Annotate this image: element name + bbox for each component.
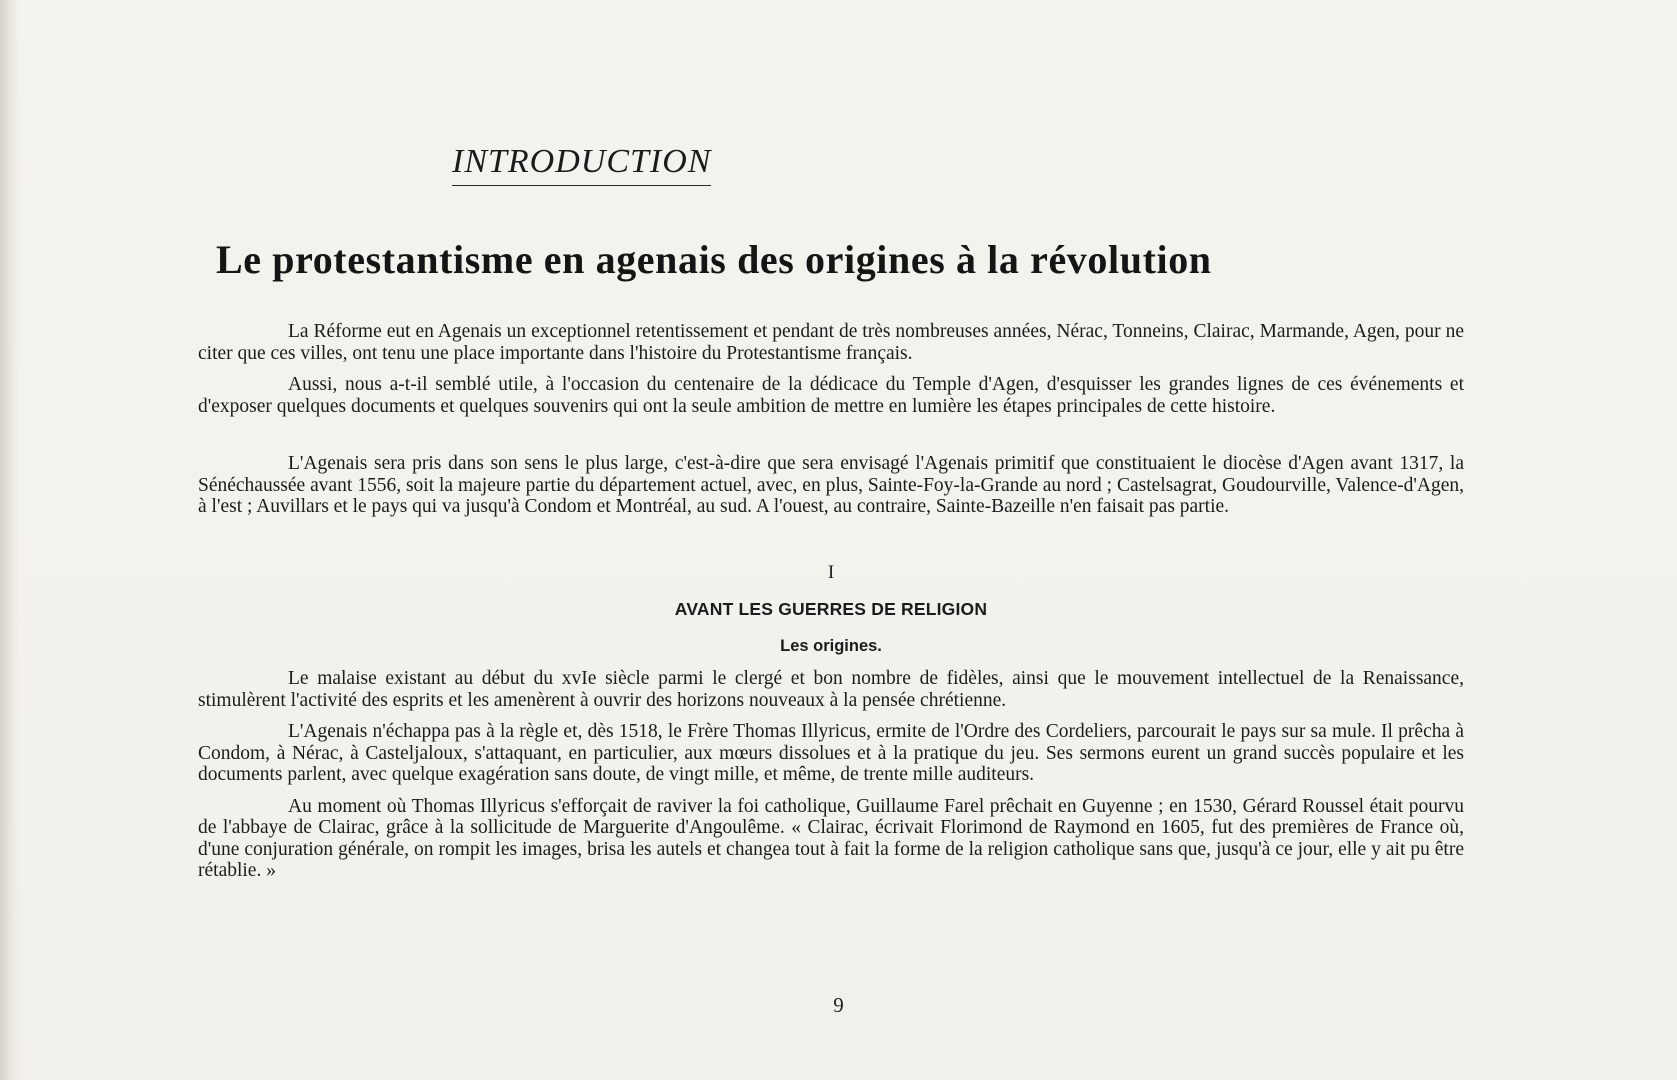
main-title: Le protestantisme en agenais des origines à la révolution xyxy=(216,237,1212,282)
subsection-title: Les origines. xyxy=(780,637,882,655)
intro-heading: INTRODUCTION xyxy=(452,143,711,186)
paragraph: Le malaise existant au début du xvIe siècle parmi le clergé et bon nombre de fidèles, ainsi que le mouvement intellectuel de la Renaissance, stimulèrent l'activité des esprits et les amenèrent à ouvrir des horizons nouveaux à la pensée chrétienne. xyxy=(198,668,1464,711)
paragraph: Au moment où Thomas Illyricus s'efforçait de raviver la foi catholique, Guillaume Farel prêchait en Guyenne ; en 1530, Gérard Roussel était pourvu de l'abbaye de Clairac, grâce à la sollicitude de Marguerite d'Angoulême. « Clairac, écrivait Florimond de Raymond en 1605, fut des premières de France où, d'une conjuration générale, on rompit les images, brisa les autels et changea tout à fait la forme de la religion catholique sans que, jusqu'à ce jour, elle y ait pu être rétablie. » xyxy=(198,795,1464,881)
origins-paragraphs xyxy=(198,668,1464,892)
page-fold-shadow xyxy=(0,0,20,1080)
paragraph: Aussi, nous a-t-il semblé utile, à l'occasion du centenaire de la dédicace du Temple d'Agen, d'esquisser les grandes lignes de ces événements et d'exposer quelques documents et quelques souvenirs qui ont la seule ambition de mettre en lumière les étapes principales de cette histoire. xyxy=(198,374,1464,417)
section-title: AVANT LES GUERRES DE RELIGION xyxy=(674,599,988,619)
intro-paragraphs xyxy=(198,321,1464,427)
paragraph: La Réforme eut en Agenais un exceptionnel retentissement et pendant de très nombreuses années, Nérac, Tonneins, Clairac, Marmande, Agen, pour ne citer que ces villes, ont tenu une place importante dans l'histoire du Protestantisme français. xyxy=(198,321,1464,364)
scope-paragraphs xyxy=(198,453,1464,528)
page-number: 9 xyxy=(833,993,844,1017)
paragraph: L'Agenais n'échappa pas à la règle et, dès 1518, le Frère Thomas Illyricus, ermite de l'Ordre des Cordeliers, parcourait le pays sur sa mule. Il prêcha à Condom, à Nérac, à Casteljaloux, s'attaquant, en particulier, aux mœurs dissolues et à la pratique du jeu. Ses sermons eurent un grand succès populaire et les documents parlent, avec quelque exagération sans doute, de vingt mille, et même, de trente mille auditeurs. xyxy=(198,721,1464,785)
section-number: I xyxy=(827,562,835,583)
paragraph: L'Agenais sera pris dans son sens le plus large, c'est-à-dire que sera envisagé l'Agenais primitif que constituaient le diocèse d'Agen avant 1317, la Sénéchaussée avant 1556, soit la majeure partie du département actuel, avec, en plus, Sainte-Foy-la-Grande au nord ; Castelsagrat, Goudourville, Valence-d'Agen, à l'est ; Auvillars et le pays qui va jusqu'à Condom et Montréal, au sud. A l'ouest, au contraire, Sainte-Bazeille n'en faisait pas partie. xyxy=(198,453,1464,517)
